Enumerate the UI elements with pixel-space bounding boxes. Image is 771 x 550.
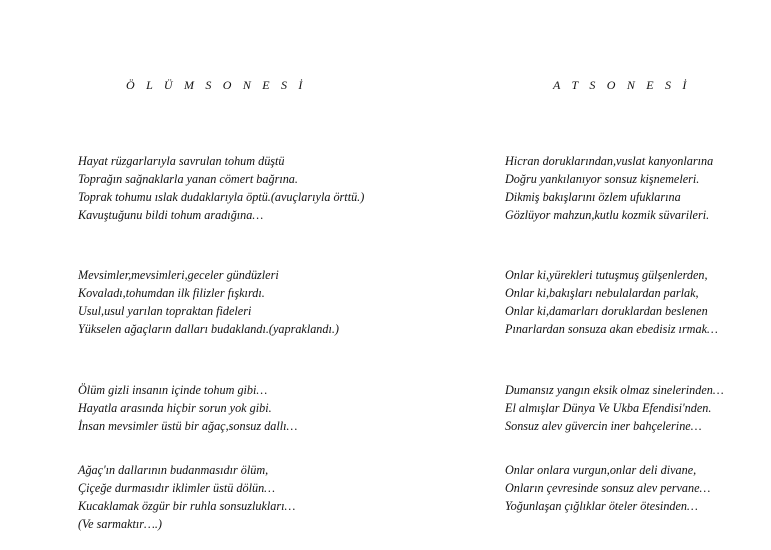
verse-line: Kavuştuğunu bildi tohum aradığına… (78, 208, 264, 222)
verse-line: Toprak tohumu ıslak dudaklarıyla öptü.(avuçlarıyla örttü.) (78, 190, 365, 204)
verse-line: Gözlüyor mahzun,kutlu kozmik süvarileri. (505, 208, 710, 222)
verse-line: Pınarlardan sonsuza akan ebedisiz ırmak… (505, 322, 718, 336)
verse-line: Kovaladı,tohumdan ilk filizler fışkırdı. (78, 286, 265, 300)
stanza (78, 461, 438, 533)
verse-line: İnsan mevsimler üstü bir ağaç,sonsuz dallı… (78, 419, 298, 433)
poem-title: Ö L Ü M S O N E S İ (126, 78, 307, 92)
verse-line: Toprağın sağnaklarla yanan cömert bağrına. (78, 172, 298, 186)
stanza (505, 152, 767, 224)
verse-line: Sonsuz alev güvercin iner bahçelerine… (505, 419, 702, 433)
stanza (505, 266, 767, 338)
verse-line: Onlar ki,damarları doruklardan beslenen (505, 304, 708, 318)
verse-line: Hayatla arasında hiçbir sorun yok gibi. (78, 401, 272, 415)
verse-line: (Ve sarmaktır….) (78, 517, 162, 531)
verse-line: Doğru yankılanıyor sonsuz kişnemeleri. (505, 172, 700, 186)
verse-line: Kucaklamak özgür bir ruhla sonsuzlukları… (78, 499, 296, 513)
verse-line: Dumansız yangın eksik olmaz sinelerinden… (505, 383, 724, 397)
verse-line: Yükselen ağaçların dalları budaklandı.(yapraklandı.) (78, 322, 339, 336)
verse-line: Onlar ki,bakışları nebulalardan parlak, (505, 286, 699, 300)
verse-line: Ağaç'ın dallarının budanmasıdır ölüm, (78, 463, 269, 477)
stanza (505, 381, 767, 435)
verse-line: Çiçeğe durmasıdır iklimler üstü dölün… (78, 481, 276, 495)
stanza (78, 152, 438, 224)
verse-line: Hicran doruklarından,vuslat kanyonlarına (505, 154, 714, 168)
verse-line: Mevsimler,mevsimleri,geceler gündüzleri (78, 268, 279, 282)
verse-line: Ölüm gizli insanın içinde tohum gibi… (78, 383, 268, 397)
stanza (78, 266, 438, 338)
verse-line: Onlar ki,yürekleri tutuşmuş gülşenlerden, (505, 268, 708, 282)
verse-line: El almışlar Dünya Ve Ukba Efendisi'nden. (505, 401, 712, 415)
verse-line: Usul,usul yarılan topraktan fideleri (78, 304, 252, 318)
verse-line: Hayat rüzgarlarıyla savrulan tohum düştü (78, 154, 285, 168)
verse-line: Yoğunlaşan çığlıklar öteler ötesinden… (505, 499, 698, 513)
stanza (505, 461, 767, 515)
verse-line: Onların çevresinde sonsuz alev pervane… (505, 481, 711, 495)
stanza (78, 381, 438, 435)
verse-line: Onlar onlara vurgun,onlar deli divane, (505, 463, 697, 477)
poem-title: A T S O N E S İ (553, 78, 691, 92)
verse-line: Dikmiş bakışlarını özlem ufuklarına (505, 190, 681, 204)
